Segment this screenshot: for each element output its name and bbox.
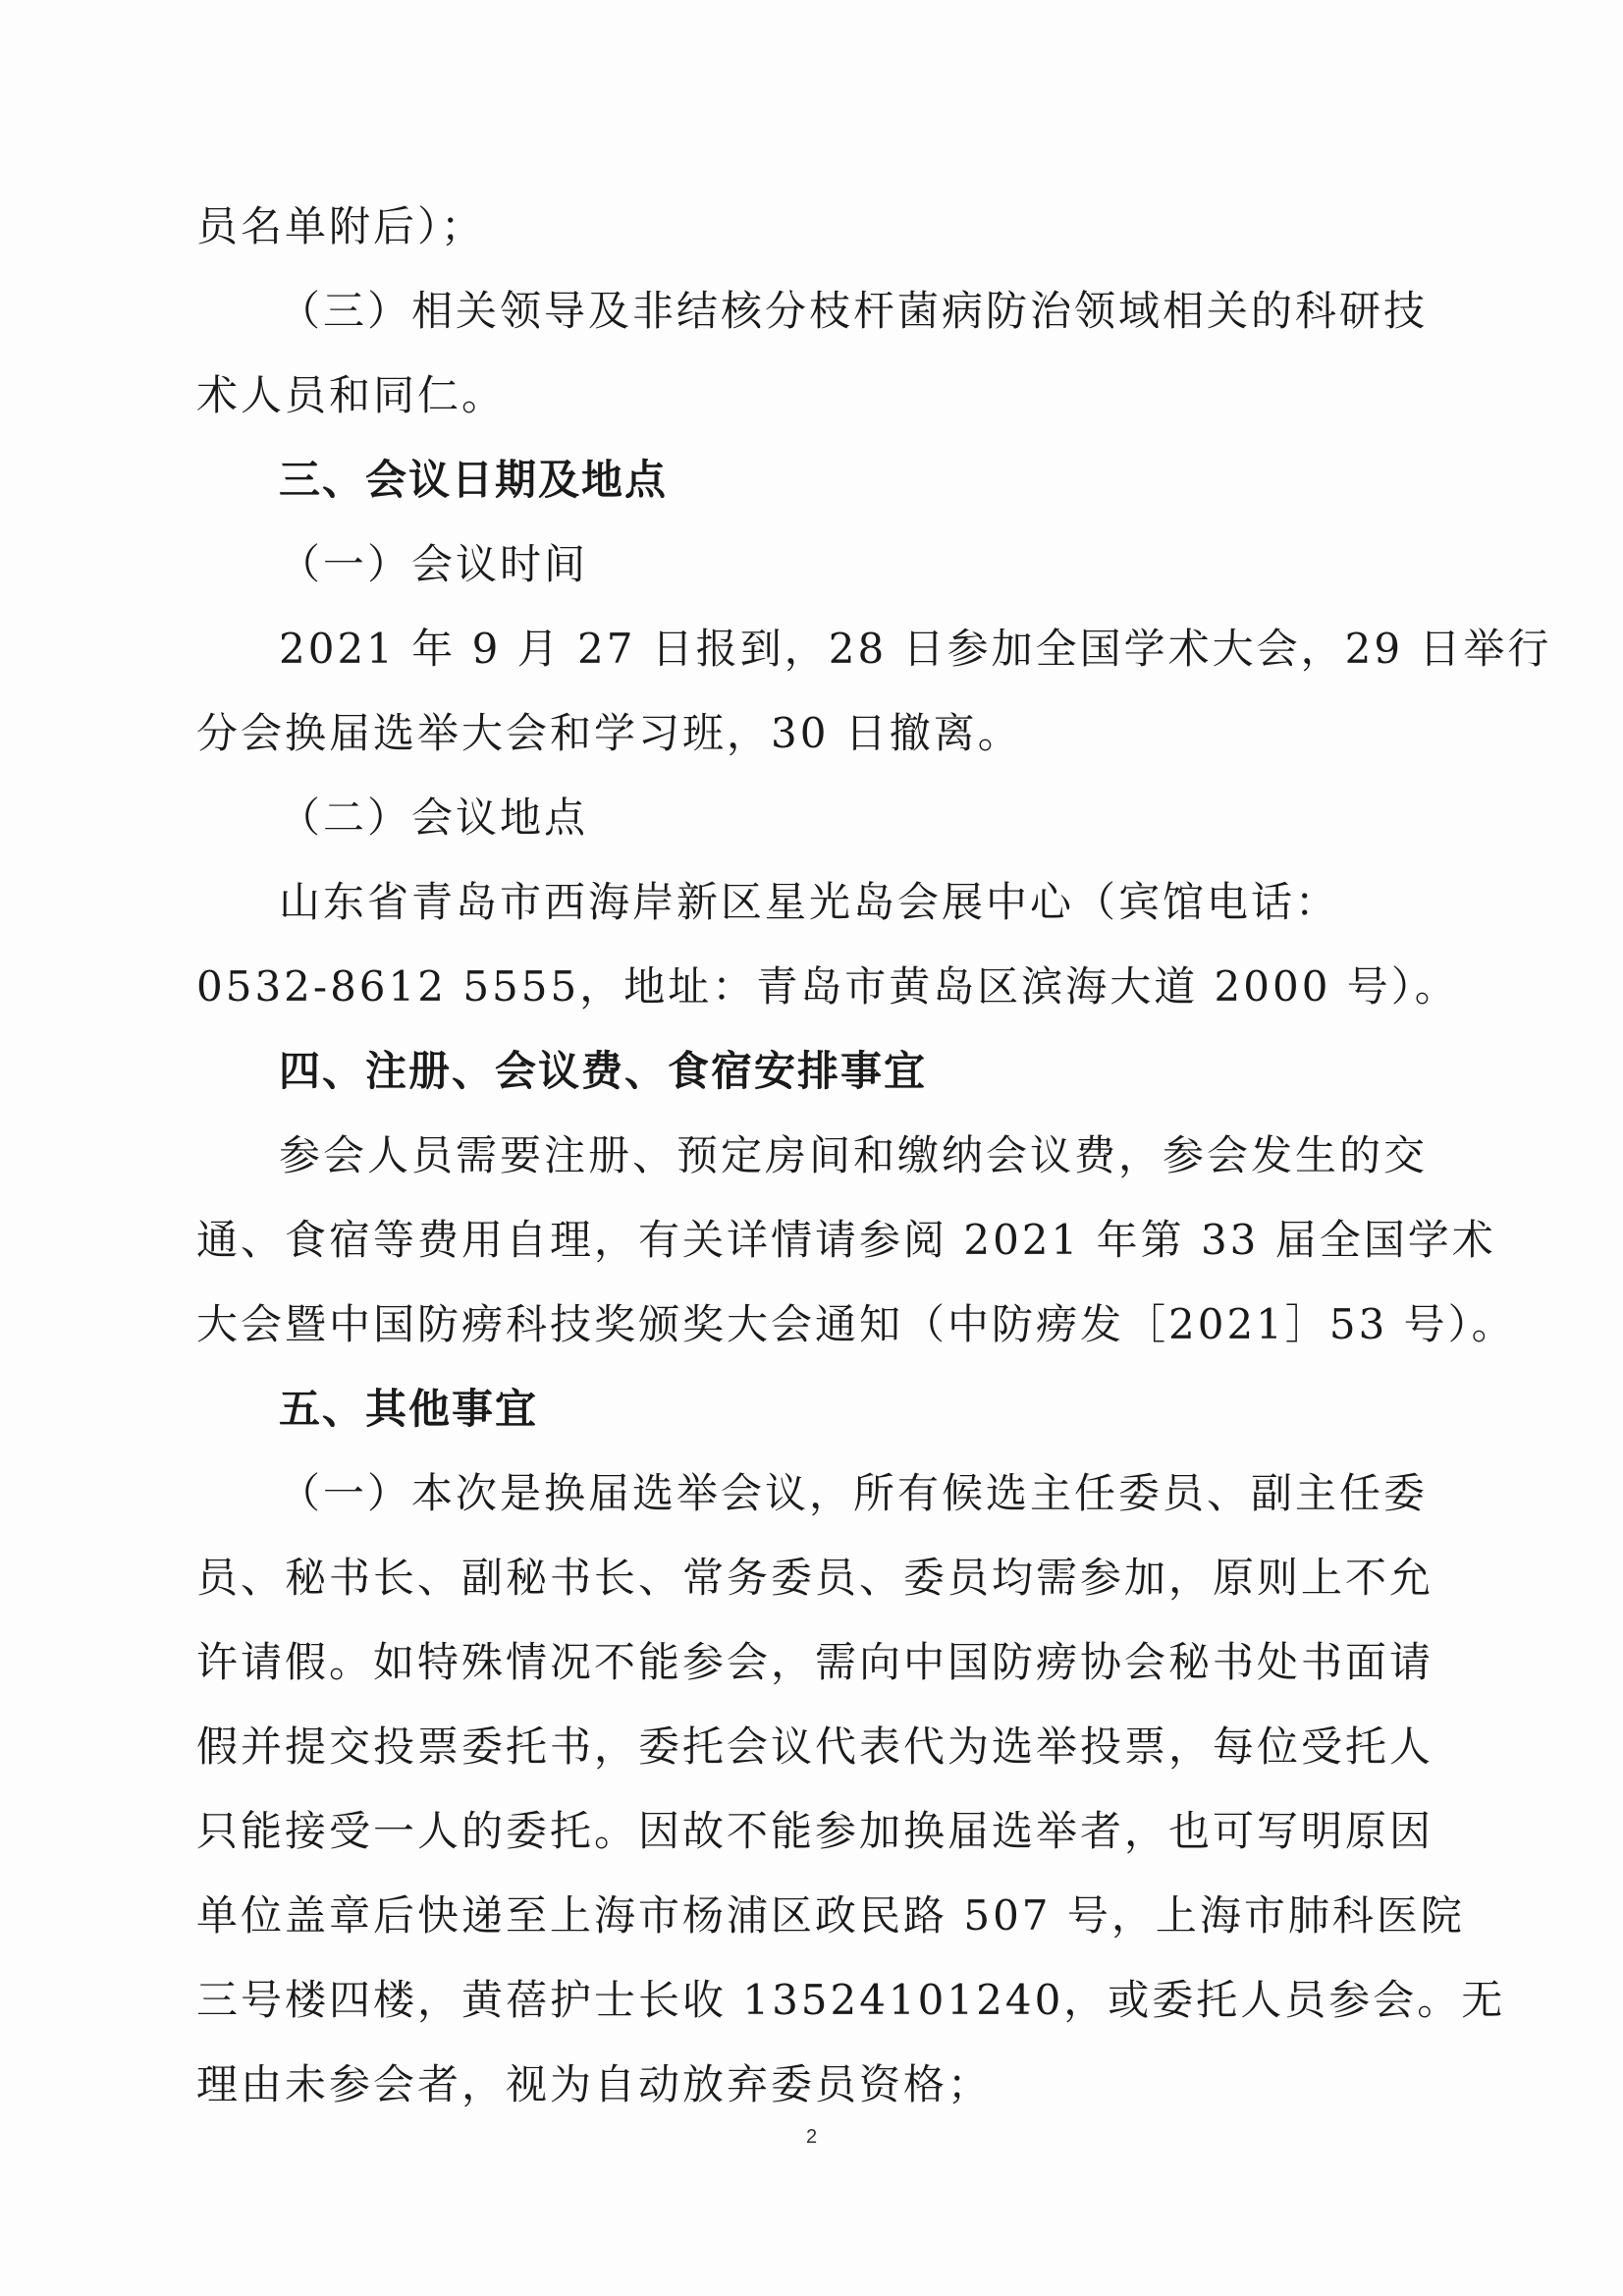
text-line: 参会人员需要注册、预定房间和缴纳会议费，参会发生的交: [279, 1131, 1429, 1179]
section-heading: 五、其他事宜: [279, 1385, 539, 1433]
page-number: 2: [805, 2126, 818, 2148]
text-line: 山东省青岛市西海岸新区星光岛会展中心（宾馆电话：: [279, 878, 1340, 926]
document-body: [196, 185, 1552, 2127]
text-line: 许请假。如特殊情况不能参会，需向中国防痨协会秘书处书面请: [196, 1638, 1434, 1686]
text-line: 理由未参会者，视为自动放弃委员资格；: [196, 2060, 993, 2108]
text-line: 三号楼四楼，黄蓓护士长收 13524101240，或委托人员参会。无: [196, 1976, 1506, 2024]
text-line: 大会暨中国防痨科技奖颁奖大会通知（中防痨发［2021］53 号）。: [196, 1300, 1516, 1348]
text-line: （一）会议时间: [279, 540, 589, 588]
text-line: 通、食宿等费用自理，有关详情请参阅 2021 年第 33 届全国学术: [196, 1216, 1496, 1264]
text-line: （三）相关领导及非结核分枝杆菌病防治领域相关的科研技: [279, 287, 1429, 335]
text-line: 员、秘书长、副秘书长、常务委员、委员均需参加，原则上不允: [196, 1554, 1434, 1602]
text-line: 2021 年 9 月 27 日报到，28 日参加全国学术大会，29 日举行: [279, 625, 1552, 673]
section-heading: 四、注册、会议费、食宿安排事宜: [279, 1047, 928, 1095]
text-line: 只能接受一人的委托。因故不能参加换届选举者，也可写明原因: [196, 1807, 1434, 1855]
text-line: 员名单附后）；: [196, 202, 486, 250]
text-line: 分会换届选举大会和学习班，30 日撤离。: [196, 709, 1022, 757]
text-line: （二）会议地点: [279, 793, 589, 842]
text-line: 单位盖章后快递至上海市杨浦区政民路 507 号，上海市肺科医院: [196, 1891, 1465, 1940]
text-line: （一）本次是换届选举会议，所有候选主任委员、副主任委: [279, 1469, 1429, 1517]
text-line: 0532-8612 5555，地址：青岛市黄岛区滨海大道 2000 号）。: [196, 962, 1459, 1011]
text-line: 术人员和同仁。: [196, 371, 507, 419]
text-line: 假并提交投票委托书，委托会议代表代为选举投票，每位受托人: [196, 1722, 1434, 1771]
section-heading: 三、会议日期及地点: [279, 456, 669, 504]
